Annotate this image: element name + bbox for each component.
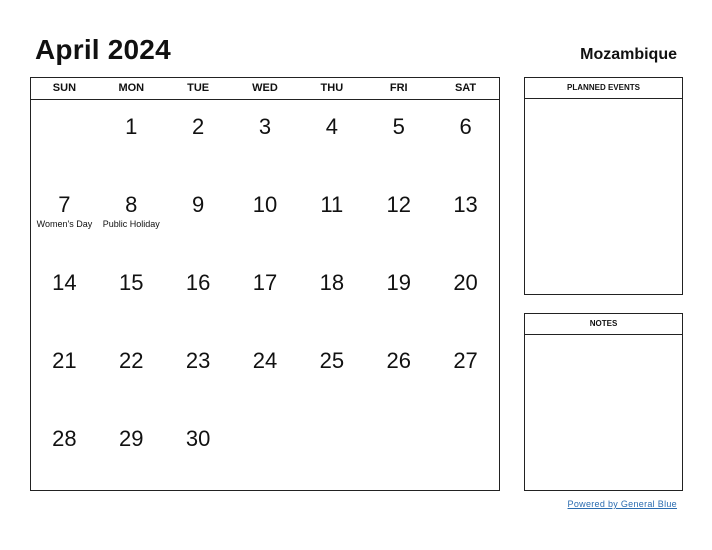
day-cell — [432, 256, 499, 334]
day-number: 1 — [125, 114, 138, 139]
planned-events-heading: PLANNED EVENTS — [525, 78, 682, 99]
notes-heading: NOTES — [525, 314, 682, 335]
holiday-label: Women's Day — [36, 219, 93, 229]
day-cell — [31, 334, 98, 412]
day-cell — [298, 334, 365, 412]
day-number: 4 — [325, 114, 338, 139]
day-cell — [31, 100, 98, 178]
day-cell — [298, 100, 365, 178]
day-number: 6 — [459, 114, 472, 139]
day-number: 7 — [58, 192, 71, 217]
weekday-mon: MON — [118, 82, 145, 94]
day-cell — [232, 412, 299, 490]
day-cell — [98, 334, 165, 412]
day-number: 15 — [119, 270, 144, 295]
day-cell — [165, 334, 232, 412]
day-cell — [365, 412, 432, 490]
day-number: 23 — [185, 348, 211, 373]
day-number: 20 — [453, 270, 478, 295]
day-cell — [232, 256, 299, 334]
day-cell — [232, 334, 299, 412]
day-cell — [98, 100, 165, 178]
powered-by-link[interactable]: Powered by General Blue — [567, 499, 677, 509]
planned-events-panel — [524, 77, 683, 295]
day-number: 27 — [453, 348, 478, 373]
day-cell — [98, 178, 165, 256]
day-cell — [165, 100, 232, 178]
day-cell — [165, 178, 232, 256]
day-cell — [31, 178, 98, 256]
day-cell — [232, 178, 299, 256]
day-number: 29 — [119, 426, 144, 451]
day-cell — [98, 412, 165, 490]
day-cell — [432, 334, 499, 412]
day-number: 5 — [392, 114, 405, 139]
weekday-sat: SAT — [454, 82, 477, 94]
calendar-days — [31, 100, 499, 490]
day-cell — [432, 412, 499, 490]
day-number: 22 — [119, 348, 144, 373]
day-cell — [165, 256, 232, 334]
weekday-fri: FRI — [389, 82, 408, 94]
day-number: 18 — [319, 270, 345, 295]
month-calendar-grid — [30, 77, 500, 491]
day-cell — [31, 412, 98, 490]
weekday-header — [31, 78, 499, 100]
day-cell — [98, 256, 165, 334]
day-number: 8 — [125, 192, 138, 217]
day-cell — [232, 100, 299, 178]
day-number: 10 — [252, 192, 278, 217]
day-cell — [432, 178, 499, 256]
day-cell — [365, 256, 432, 334]
day-number: 24 — [252, 348, 278, 373]
page-title: April 2024 — [35, 34, 171, 65]
day-number: 11 — [320, 192, 344, 217]
day-number: 13 — [453, 192, 478, 217]
weekday-sun: SUN — [52, 82, 77, 94]
day-cell — [365, 334, 432, 412]
weekday-wed: WED — [252, 82, 278, 94]
day-cell — [298, 256, 365, 334]
day-number: 21 — [52, 348, 77, 373]
day-number: 28 — [52, 426, 77, 451]
day-cell — [298, 412, 365, 490]
day-number: 3 — [258, 114, 272, 139]
day-number: 14 — [52, 270, 77, 295]
day-number: 26 — [386, 348, 411, 373]
weekday-tue: TUE — [187, 82, 210, 94]
holiday-label: Public Holiday — [102, 219, 160, 229]
notes-panel — [524, 313, 683, 491]
day-number: 16 — [185, 270, 211, 295]
day-number: 12 — [386, 192, 411, 217]
day-cell — [298, 178, 365, 256]
day-number: 17 — [252, 270, 278, 295]
day-number: 9 — [192, 192, 205, 217]
day-cell — [165, 412, 232, 490]
day-cell — [31, 256, 98, 334]
country-name: Mozambique — [580, 46, 677, 63]
day-cell — [365, 178, 432, 256]
day-cell — [365, 100, 432, 178]
weekday-thu: THU — [320, 82, 344, 94]
day-number: 2 — [192, 114, 205, 139]
day-cell — [432, 100, 499, 178]
day-number: 30 — [185, 426, 211, 451]
day-number: 25 — [319, 348, 345, 373]
day-number: 19 — [386, 270, 411, 295]
